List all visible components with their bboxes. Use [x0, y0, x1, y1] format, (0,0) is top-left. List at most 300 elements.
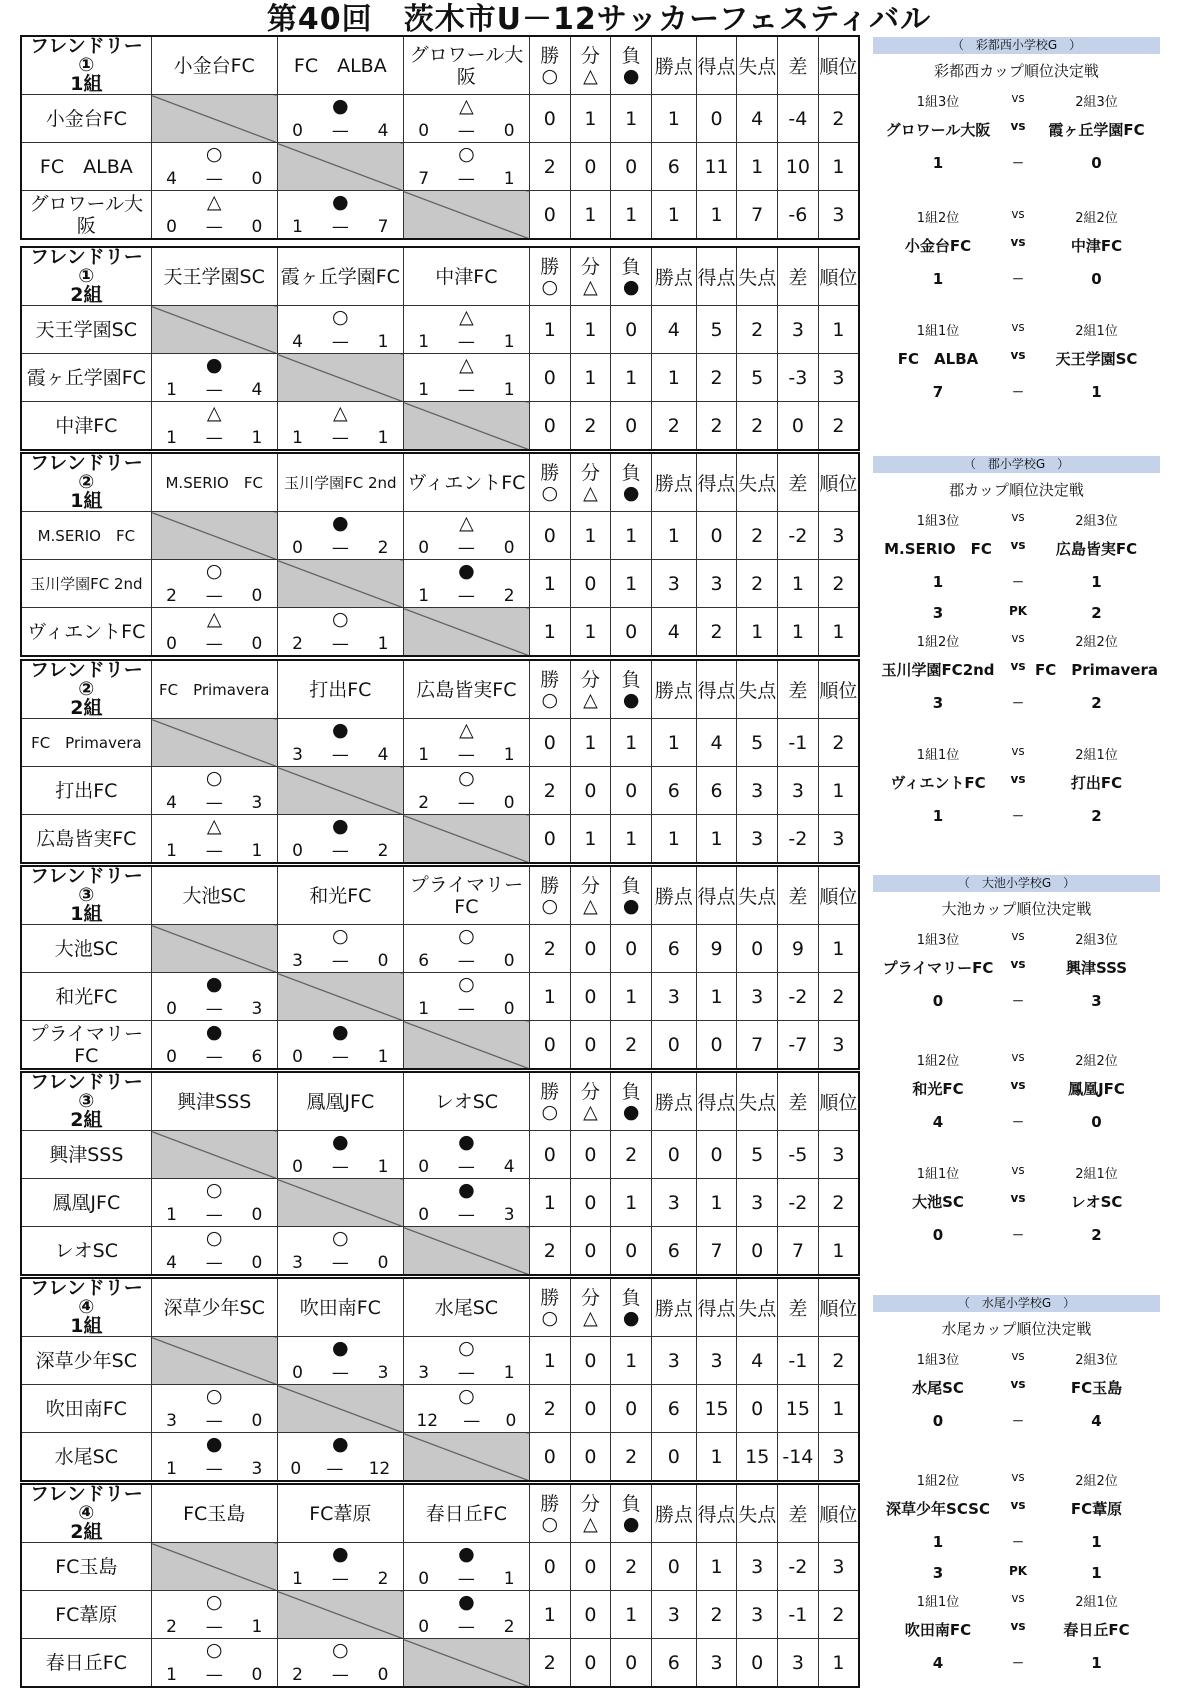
- score-dash: —: [205, 1665, 223, 1685]
- score-for: 1: [166, 1205, 177, 1225]
- rank-value: 2: [818, 1179, 859, 1227]
- losses-value: 0: [611, 925, 652, 973]
- goals-for-value: 5: [696, 306, 737, 354]
- goals-against-value: 2: [737, 306, 778, 354]
- playoff-right: 2組2位: [1075, 1474, 1118, 1489]
- wins-value: 0: [529, 1131, 570, 1179]
- score-against: 2: [377, 538, 389, 558]
- points-value: 3: [651, 1179, 696, 1227]
- playoff-left: 1組2位: [916, 1054, 960, 1069]
- match-result-cell: [403, 95, 529, 143]
- playoff-left: 0: [932, 1226, 944, 1244]
- wins-value: 0: [529, 1543, 570, 1591]
- result-mark: △: [459, 306, 474, 328]
- playoff-middle: PK: [1008, 1564, 1028, 1578]
- playoff-left: 1組3位: [916, 1353, 960, 1368]
- column-team-header: 玉川学園FC 2nd: [277, 453, 403, 512]
- playoff-right: 霞ヶ丘学園FC: [1048, 121, 1145, 139]
- result-mark: ○: [205, 560, 223, 582]
- score-against: 0: [505, 1411, 517, 1431]
- score-for: 0: [292, 1047, 303, 1067]
- losses-value: 0: [611, 608, 652, 657]
- score-for: 1: [166, 380, 177, 400]
- score-against: 0: [251, 586, 263, 606]
- playoff-right: レオSC: [1070, 1193, 1123, 1211]
- score-against: 0: [251, 1253, 263, 1273]
- result-mark: ●: [458, 1591, 475, 1613]
- score-for: 4: [292, 332, 303, 352]
- self-match-cell: [277, 560, 403, 608]
- goals-against-value: 3: [737, 1543, 778, 1591]
- result-mark: ○: [458, 925, 475, 947]
- stat-header-points: 勝点: [651, 1278, 696, 1337]
- result-mark: ○: [205, 1227, 223, 1249]
- score-dash: —: [457, 538, 475, 558]
- playoff-right: 中津FC: [1070, 237, 1123, 255]
- result-header-draw: [570, 247, 611, 306]
- match-score: [152, 169, 277, 189]
- self-match-cell: [403, 608, 529, 657]
- playoff-middle: vs: [1010, 1619, 1026, 1633]
- score-against: 3: [251, 1459, 263, 1479]
- group-table: [20, 452, 860, 657]
- playoff-right: 2組3位: [1075, 514, 1118, 529]
- match-result-cell: [151, 815, 277, 864]
- group-name-line2: 2組: [70, 697, 103, 719]
- match-score: [404, 332, 529, 352]
- score-against: 2: [377, 1569, 389, 1589]
- losses-value: 1: [611, 815, 652, 864]
- group-name-line2: 1組: [70, 1315, 103, 1337]
- column-team-header: 深草少年SC: [151, 1278, 277, 1337]
- group-name-line1: フレンドリー④: [29, 1277, 143, 1318]
- draws-value: 0: [570, 1337, 611, 1385]
- draws-value: 0: [570, 1385, 611, 1433]
- self-match-cell: [277, 973, 403, 1021]
- match-result-cell: [277, 95, 403, 143]
- score-dash: —: [457, 1157, 475, 1177]
- result-header-symbol: △: [583, 481, 598, 504]
- match-score: [404, 380, 529, 400]
- result-mark: ○: [205, 1179, 223, 1201]
- self-match-cell: [151, 512, 277, 560]
- match-result-cell: [277, 402, 403, 451]
- goals-for-value: 2: [696, 354, 737, 402]
- losses-value: 1: [611, 191, 652, 240]
- score-for: 3: [418, 1363, 430, 1383]
- group-name-line1: フレンドリー①: [29, 246, 143, 287]
- match-result-cell: [151, 1591, 277, 1639]
- column-team-header: FC玉島: [151, 1484, 277, 1543]
- wins-value: 0: [529, 1021, 570, 1070]
- goals-for-value: 1: [696, 815, 737, 864]
- score-for: 6: [418, 951, 430, 971]
- playoff-row: [873, 929, 1160, 953]
- result-mark: △: [333, 402, 348, 424]
- playoff-row: [873, 1078, 1160, 1102]
- goals-for-value: 1: [696, 973, 737, 1021]
- score-dash: —: [331, 745, 349, 765]
- score-for: 4: [166, 1253, 177, 1273]
- draws-value: 1: [570, 608, 611, 657]
- score-against: 3: [251, 793, 263, 813]
- goals-against-value: 0: [737, 1639, 778, 1688]
- points-value: 1: [651, 191, 696, 240]
- goals-for-value: 1: [696, 1179, 737, 1227]
- match-score: [404, 1411, 529, 1431]
- match-result-cell: [277, 815, 403, 864]
- match-result-cell: [277, 1639, 403, 1688]
- goal-difference-value: 1: [778, 608, 819, 657]
- goals-against-value: 2: [737, 560, 778, 608]
- result-header-symbol: ○: [541, 481, 559, 504]
- match-result-cell: [403, 354, 529, 402]
- match-score: [278, 121, 403, 141]
- group-name-line2: 1組: [70, 490, 103, 512]
- group-name-cell: [21, 247, 151, 306]
- playoff-middle: vs: [1010, 1498, 1026, 1512]
- match-score: [278, 217, 403, 237]
- stat-header-diff: 差: [778, 1278, 819, 1337]
- points-value: 1: [651, 354, 696, 402]
- result-mark: ●: [332, 191, 349, 213]
- playoff-row: [873, 1498, 1160, 1522]
- score-dash: —: [205, 1205, 223, 1225]
- match-result-cell: [151, 973, 277, 1021]
- playoff-row: [873, 1050, 1160, 1074]
- match-score: [278, 745, 403, 765]
- playoff-right: 打出FC: [1070, 774, 1123, 792]
- result-mark: △: [206, 402, 222, 424]
- playoff-left: 1組3位: [916, 95, 960, 110]
- stat-header-ga: 失点: [737, 660, 778, 719]
- score-dash: —: [205, 428, 223, 448]
- result-header-symbol: △: [583, 1306, 598, 1329]
- result-header-draw: [570, 866, 611, 925]
- result-mark: ●: [205, 354, 223, 376]
- goals-against-value: 3: [737, 815, 778, 864]
- score-for: 2: [292, 634, 303, 654]
- playoff-row: [873, 1113, 1160, 1137]
- match-score: [152, 1617, 277, 1637]
- row-team-name: 鳳凰JFC: [21, 1179, 151, 1227]
- wins-value: 2: [529, 1639, 570, 1688]
- score-dash: —: [326, 1459, 344, 1479]
- result-header-label: 分: [580, 668, 600, 691]
- stat-header-ga: 失点: [737, 1072, 778, 1131]
- goals-for-value: 0: [696, 1021, 737, 1070]
- score-for: 2: [418, 793, 430, 813]
- score-for: 1: [418, 745, 430, 765]
- result-header-symbol: ●: [622, 688, 640, 711]
- playoff-left: 1組2位: [916, 635, 960, 650]
- score-dash: —: [457, 586, 475, 606]
- self-match-cell: [277, 1591, 403, 1639]
- result-header-win: [529, 1278, 570, 1337]
- playoff-left: 吹田南FC: [904, 1621, 972, 1639]
- score-against: 1: [503, 1569, 515, 1589]
- score-against: 1: [377, 1157, 389, 1177]
- group-name-line1: フレンドリー③: [29, 1071, 143, 1112]
- result-mark: △: [459, 354, 474, 376]
- goals-for-value: 2: [696, 1591, 737, 1639]
- match-score: [404, 1363, 529, 1383]
- match-score: [278, 538, 403, 558]
- group-table: [20, 1071, 860, 1276]
- losses-value: 1: [611, 560, 652, 608]
- playoff-row: [873, 119, 1160, 143]
- row-team-name: 霞ヶ丘学園FC: [21, 354, 151, 402]
- match-score: [404, 169, 529, 189]
- playoff-right: FC Primavera: [1034, 661, 1158, 679]
- wins-value: 1: [529, 973, 570, 1021]
- row-team-name: 天王学園SC: [21, 306, 151, 354]
- table-row: [21, 815, 859, 864]
- score-for: 1: [292, 217, 303, 237]
- playoff-row: [873, 1619, 1160, 1643]
- match-score: [404, 999, 529, 1019]
- group-name-line1: フレンドリー①: [29, 35, 143, 76]
- match-result-cell: [151, 767, 277, 815]
- playoff-left: 1: [932, 154, 944, 172]
- playoff-left: 1: [932, 270, 944, 288]
- result-header-draw: [570, 660, 611, 719]
- losses-value: 2: [611, 1543, 652, 1591]
- match-score: [404, 1205, 529, 1225]
- score-against: 7: [377, 217, 389, 237]
- playoff-left: 7: [932, 383, 944, 401]
- playoff-row: [873, 573, 1160, 597]
- losses-value: 0: [611, 1385, 652, 1433]
- draws-value: 0: [570, 1591, 611, 1639]
- match-result-cell: [403, 1337, 529, 1385]
- goals-for-value: 3: [696, 1639, 737, 1688]
- playoff-left: 水尾SC: [912, 1379, 964, 1397]
- stat-header-ga: 失点: [737, 866, 778, 925]
- stat-header-ga: 失点: [737, 36, 778, 95]
- self-match-cell: [403, 1021, 529, 1070]
- points-value: 4: [651, 608, 696, 657]
- match-result-cell: [403, 767, 529, 815]
- score-against: 0: [503, 793, 515, 813]
- table-row: [21, 1021, 859, 1070]
- stat-header-points: 勝点: [651, 660, 696, 719]
- wins-value: 1: [529, 306, 570, 354]
- goal-difference-value: 3: [778, 1639, 819, 1688]
- score-for: 0: [292, 538, 303, 558]
- result-mark: ○: [458, 143, 475, 165]
- goals-against-value: 5: [737, 719, 778, 767]
- playoff-left: M.SERIO FC: [884, 540, 992, 558]
- playoff-right: 鳳凰JFC: [1068, 1080, 1125, 1098]
- group-table: [20, 659, 860, 864]
- playoff-middle: vs: [1011, 1050, 1025, 1064]
- stat-header-points: 勝点: [651, 453, 696, 512]
- playoff-middle: －: [1011, 1115, 1024, 1129]
- match-result-cell: [403, 143, 529, 191]
- score-for: 3: [292, 1253, 303, 1273]
- stat-header-ga: 失点: [737, 453, 778, 512]
- playoff-row: [873, 538, 1160, 562]
- playoff-middle: vs: [1011, 929, 1025, 943]
- result-header-win: [529, 660, 570, 719]
- rank-value: 1: [818, 767, 859, 815]
- table-row: [21, 1131, 859, 1179]
- group-name-line2: 1組: [70, 73, 103, 95]
- goals-against-value: 4: [737, 1337, 778, 1385]
- goals-for-value: 0: [696, 95, 737, 143]
- rank-value: 1: [818, 925, 859, 973]
- match-result-cell: [403, 1131, 529, 1179]
- score-dash: —: [463, 1411, 481, 1431]
- playoff-right: 2組3位: [1075, 95, 1118, 110]
- match-score: [152, 428, 277, 448]
- result-mark: ●: [458, 560, 475, 582]
- stat-header-rank: 順位: [818, 247, 859, 306]
- playoff-row: [873, 604, 1160, 628]
- playoff-left: 1組2位: [916, 1474, 960, 1489]
- score-for: 0: [292, 841, 303, 861]
- rank-value: 3: [818, 1131, 859, 1179]
- match-result-cell: [277, 925, 403, 973]
- result-header-symbol: △: [583, 275, 598, 298]
- stat-header-gf: 得点: [696, 866, 737, 925]
- result-mark: ○: [458, 973, 475, 995]
- result-header-label: 勝: [540, 1492, 560, 1515]
- goals-against-value: 0: [737, 925, 778, 973]
- goals-for-value: 3: [696, 560, 737, 608]
- points-value: 3: [651, 1337, 696, 1385]
- match-result-cell: [151, 1639, 277, 1688]
- playoff-middle: －: [1011, 809, 1024, 823]
- goals-for-value: 1: [696, 191, 737, 240]
- result-header-loss: [611, 453, 652, 512]
- score-for: 3: [166, 1411, 177, 1431]
- row-team-name: グロワール大阪: [21, 191, 151, 240]
- column-team-header: 打出FC: [277, 660, 403, 719]
- playoff-left: 1組1位: [916, 1167, 960, 1182]
- wins-value: 1: [529, 1337, 570, 1385]
- playoff-left: 1: [932, 807, 944, 825]
- losses-value: 2: [611, 1131, 652, 1179]
- result-header-label: 勝: [540, 44, 560, 67]
- stat-header-rank: 順位: [818, 660, 859, 719]
- result-header-symbol: △: [583, 1100, 598, 1123]
- draws-value: 1: [570, 354, 611, 402]
- losses-value: 1: [611, 1337, 652, 1385]
- goal-difference-value: 9: [778, 925, 819, 973]
- match-score: [404, 1617, 529, 1637]
- match-result-cell: [277, 719, 403, 767]
- match-result-cell: [151, 1385, 277, 1433]
- score-against: 1: [503, 380, 515, 400]
- goal-difference-value: -2: [778, 973, 819, 1021]
- wins-value: 0: [529, 815, 570, 864]
- score-dash: —: [457, 951, 475, 971]
- group-name-cell: [21, 660, 151, 719]
- goals-against-value: 3: [737, 1179, 778, 1227]
- result-mark: ○: [458, 767, 475, 789]
- rank-value: 1: [818, 143, 859, 191]
- points-value: 3: [651, 1591, 696, 1639]
- goals-for-value: 0: [696, 1131, 737, 1179]
- playoff-right: 1: [1091, 1533, 1102, 1551]
- draws-value: 0: [570, 1021, 611, 1070]
- playoff-middle: vs: [1011, 1349, 1025, 1363]
- column-team-header: ヴィエントFC: [403, 453, 529, 512]
- venue-header: （ 水尾小学校G ）: [873, 1295, 1160, 1312]
- score-against: 1: [503, 169, 515, 189]
- playoff-middle: vs: [1010, 538, 1026, 552]
- playoff-right: 天王学園SC: [1055, 350, 1138, 368]
- result-mark: ●: [332, 1433, 349, 1455]
- losses-value: 1: [611, 512, 652, 560]
- goals-against-value: 1: [737, 143, 778, 191]
- goals-for-value: 11: [696, 143, 737, 191]
- losses-value: 0: [611, 767, 652, 815]
- score-against: 4: [251, 380, 263, 400]
- score-dash: —: [457, 332, 475, 352]
- score-for: 1: [292, 428, 303, 448]
- score-for: 0: [166, 217, 177, 237]
- column-team-header: 興津SSS: [151, 1072, 277, 1131]
- playoff-right: 2組3位: [1075, 933, 1118, 948]
- rank-value: 2: [818, 719, 859, 767]
- rank-value: 3: [818, 1021, 859, 1070]
- stat-header-gf: 得点: [696, 1072, 737, 1131]
- score-for: 0: [418, 121, 430, 141]
- score-against: 0: [251, 1411, 263, 1431]
- match-result-cell: [403, 512, 529, 560]
- self-match-cell: [151, 95, 277, 143]
- result-header-loss: [611, 247, 652, 306]
- score-against: 3: [503, 1205, 515, 1225]
- score-against: 12: [368, 1459, 391, 1479]
- result-header-symbol: △: [583, 1512, 598, 1535]
- row-team-name: 広島皆実FC: [21, 815, 151, 864]
- draws-value: 0: [570, 560, 611, 608]
- rank-value: 1: [818, 1227, 859, 1276]
- score-against: 0: [503, 999, 515, 1019]
- playoff-right: 2組1位: [1075, 1595, 1118, 1610]
- score-against: 1: [377, 428, 389, 448]
- stat-header-diff: 差: [778, 866, 819, 925]
- playoff-middle: vs: [1010, 119, 1026, 133]
- result-header-win: [529, 36, 570, 95]
- match-score: [278, 1459, 403, 1479]
- result-header-symbol: ●: [622, 894, 640, 917]
- score-dash: —: [331, 1665, 349, 1685]
- wins-value: 0: [529, 354, 570, 402]
- losses-value: 1: [611, 95, 652, 143]
- match-result-cell: [151, 608, 277, 657]
- result-header-win: [529, 247, 570, 306]
- score-dash: —: [331, 1253, 349, 1273]
- points-value: 0: [651, 1021, 696, 1070]
- table-row: [21, 767, 859, 815]
- playoff-right: 2組1位: [1075, 324, 1118, 339]
- rank-value: 2: [818, 402, 859, 451]
- result-header-symbol: △: [583, 688, 598, 711]
- goal-difference-value: -14: [778, 1433, 819, 1482]
- playoff-middle: vs: [1010, 1377, 1026, 1391]
- table-row: [21, 925, 859, 973]
- score-for: 1: [418, 586, 430, 606]
- score-against: 4: [377, 121, 389, 141]
- match-score: [152, 586, 277, 606]
- playoff-left: 1組1位: [916, 748, 960, 763]
- result-mark: ○: [458, 1385, 475, 1407]
